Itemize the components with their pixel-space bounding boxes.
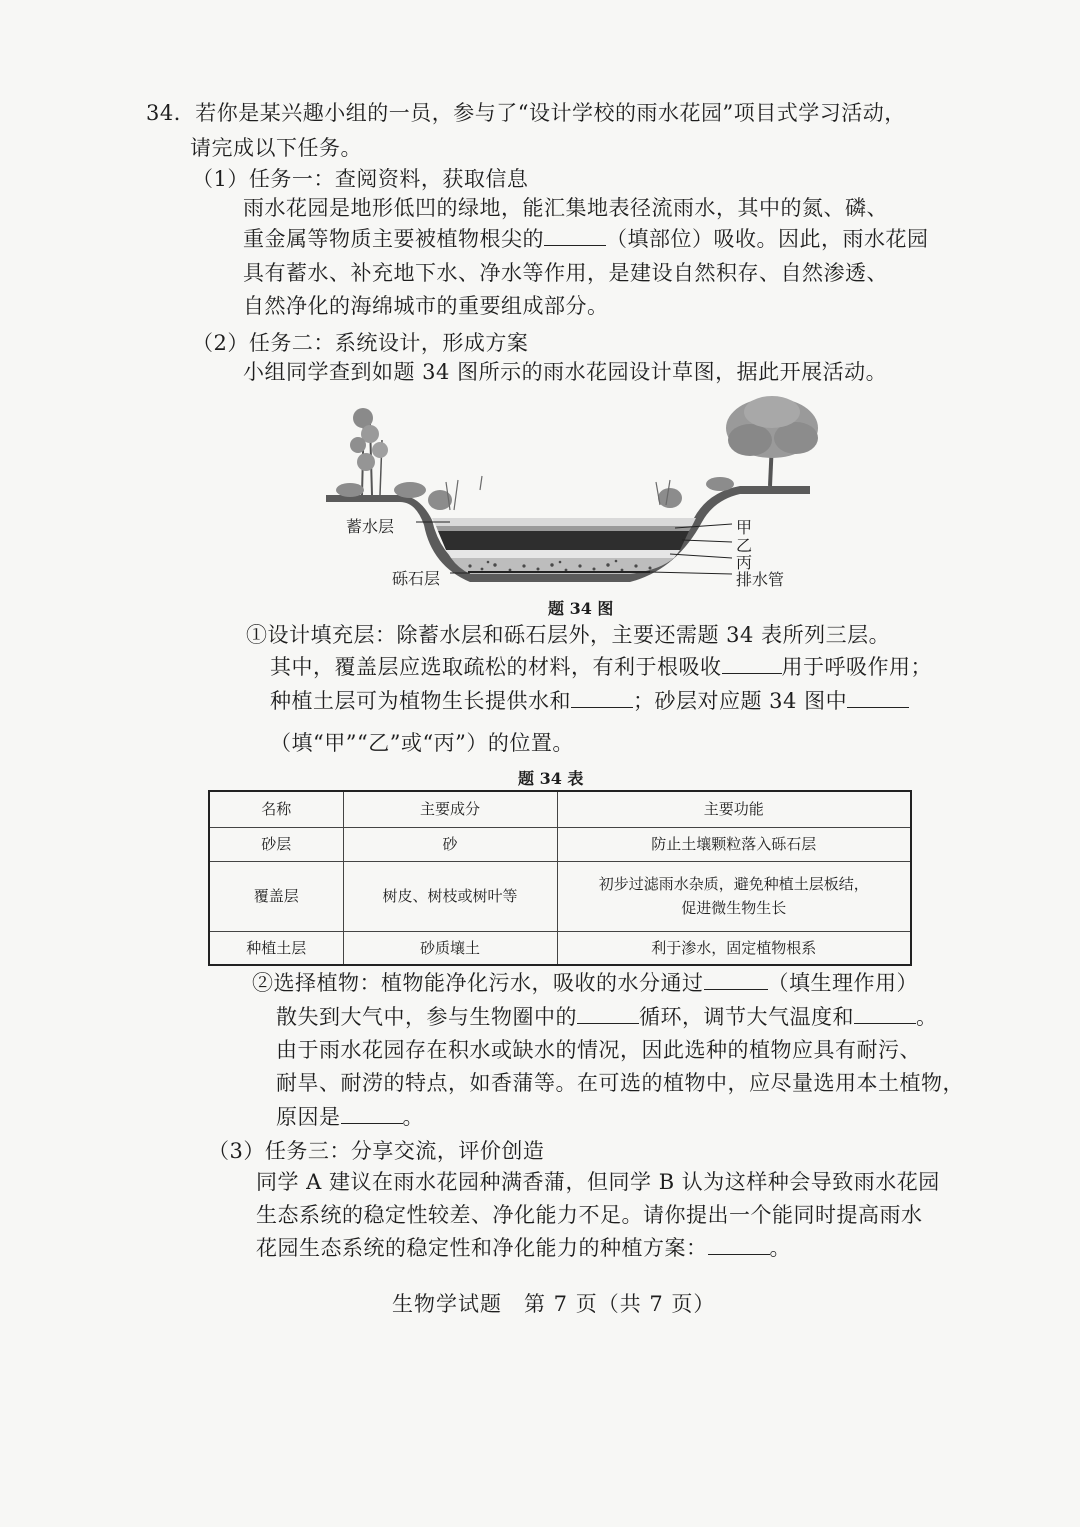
task2-intro: 小组同学查到如题 34 图所示的雨水花园设计草图，据此开展活动。: [243, 360, 888, 384]
table-cell: 砂层: [209, 827, 343, 861]
reeds: [446, 476, 670, 510]
shrubs: [336, 477, 734, 510]
table-cell: 覆盖层: [209, 861, 343, 931]
plant-line1: [252, 968, 918, 998]
task1-title: （1）任务一：查阅资料，获取信息: [192, 167, 529, 191]
label-bing: 丙: [736, 553, 753, 572]
answer-blank-oxygen[interactable]: [722, 653, 782, 674]
task3-line3-part1: 花园生态系统的稳定性和净化能力的种植方案：: [256, 1236, 708, 1260]
right-tree: [726, 396, 818, 486]
task3-line1: 同学 A 建议在雨水花园种满香蒲，但同学 B 认为这样种会导致雨水花园: [256, 1170, 940, 1194]
plant-line2: [276, 1002, 938, 1032]
table-cell: 种植土层: [209, 931, 343, 965]
answer-blank-water-cycle[interactable]: [577, 1003, 639, 1024]
plant-line1-part2: （填生理作用）: [767, 971, 918, 995]
plant-line2-part1: 散失到大气中，参与生物圈中的: [276, 1005, 577, 1029]
task3-line3: [256, 1233, 791, 1263]
layer-jia: [436, 526, 692, 531]
table-header-row: [209, 791, 911, 827]
layer-table: [208, 790, 912, 966]
table-cell: 防止土壤颗粒落入砾石层: [557, 827, 911, 861]
label-gravel-layer: 砾石层: [392, 569, 441, 588]
answer-blank-inorganic-salts[interactable]: [571, 687, 633, 708]
question-stem-line1: 34．若你是某兴趣小组的一员，参与了“设计学校的雨水花园”项目式学习活动，: [146, 101, 906, 125]
answer-blank-sand-position[interactable]: [847, 687, 909, 708]
plant-line5-part2: 。: [402, 1105, 424, 1129]
plant-line4: 耐旱、耐涝的特点，如香蒲等。在可选的植物中，应尽量选用本土植物，: [276, 1071, 964, 1095]
table-row: [209, 931, 911, 965]
table-cell: 砂质壤土: [343, 931, 557, 965]
label-jia: 甲: [736, 518, 753, 537]
layer-bing: [446, 550, 680, 558]
answer-blank-humidity[interactable]: [854, 1003, 916, 1024]
function-line2: 促进微生物生长: [681, 899, 787, 917]
label-yi: 乙: [736, 536, 753, 555]
task2-title: （2）任务二：系统设计，形成方案: [192, 331, 529, 355]
table-caption: 题 34 表: [518, 769, 584, 788]
table-cell: 利于渗水，固定植物根系: [557, 931, 911, 965]
plant-line1-part1: ②选择植物：植物能净化污水，吸收的水分通过: [252, 971, 704, 995]
question-stem-line2: 请完成以下任务。: [190, 136, 362, 160]
table-cell: 砂: [343, 827, 557, 861]
left-trees: [350, 408, 388, 495]
design-line2-part2: 用于呼吸作用；: [781, 655, 932, 679]
plant-line5: [276, 1102, 424, 1132]
task3-line2: 生态系统的稳定性较差、净化能力不足。请你提出一个能同时提高雨水: [256, 1203, 923, 1227]
task1-line2: [243, 224, 929, 254]
task3-line3-part2: 。: [769, 1236, 791, 1260]
answer-blank-planting-plan[interactable]: [708, 1234, 770, 1255]
table-row: [209, 827, 911, 861]
plant-line2-part2: 循环，调节大气温度和: [639, 1005, 854, 1029]
task3-title: （3）任务三：分享交流，评价创造: [208, 1139, 545, 1163]
plant-line2-part3: 。: [916, 1005, 938, 1029]
table-cell: 树皮、树枝或树叶等: [343, 861, 557, 931]
layer-yi: [438, 531, 689, 550]
header-function: 主要功能: [557, 791, 911, 827]
design-line3-part1: 种植土层可为植物生长提供水和: [270, 689, 571, 713]
figure-caption: 题 34 图: [548, 599, 614, 618]
header-component: 主要成分: [343, 791, 557, 827]
design-line2: [270, 652, 932, 682]
plant-line5-part1: 原因是: [276, 1105, 341, 1129]
label-storage-layer: 蓄水层: [346, 517, 395, 536]
function-line1: 初步过滤雨水杂质，避免种植土层板结，: [598, 875, 869, 893]
answer-blank-root-part[interactable]: [544, 225, 606, 246]
task1-line3: 具有蓄水、补充地下水、净水等作用，是建设自然积存、自然渗透、: [243, 261, 888, 285]
task1-line4: 自然净化的海绵城市的重要组成部分。: [243, 294, 609, 318]
answer-blank-transpiration[interactable]: [704, 969, 768, 990]
task1-line1: 雨水花园是地形低凹的绿地，能汇集地表径流雨水，其中的氮、磷、: [243, 196, 888, 220]
design-line4: （填“甲”“乙”或“丙”）的位置。: [270, 731, 574, 755]
design-line3-part2: ；砂层对应题 34 图中: [633, 689, 848, 713]
label-drain-pipe: 排水管: [736, 570, 785, 589]
design-line2-part1: 其中，覆盖层应选取疏松的材料，有利于根吸收: [270, 655, 722, 679]
answer-blank-native-reason[interactable]: [341, 1103, 403, 1124]
design-line1: ①设计填充层：除蓄水层和砾石层外，主要还需题 34 表所列三层。: [246, 623, 891, 647]
header-name: 名称: [209, 791, 343, 827]
task1-line2-part1: 重金属等物质主要被植物根尖的: [243, 227, 544, 251]
task1-line2-part2: （填部位）吸收。因此，雨水花园: [606, 227, 929, 251]
table-row: [209, 861, 911, 931]
table-cell: [557, 861, 911, 931]
plant-line3: 由于雨水花园存在积水或缺水的情况，因此选种的植物应具有耐污、: [276, 1038, 921, 1062]
page-footer: 生物学试题 第 7 页（共 7 页）: [392, 1292, 716, 1316]
storage-water-layer: [432, 518, 696, 526]
design-line3: [270, 686, 909, 716]
